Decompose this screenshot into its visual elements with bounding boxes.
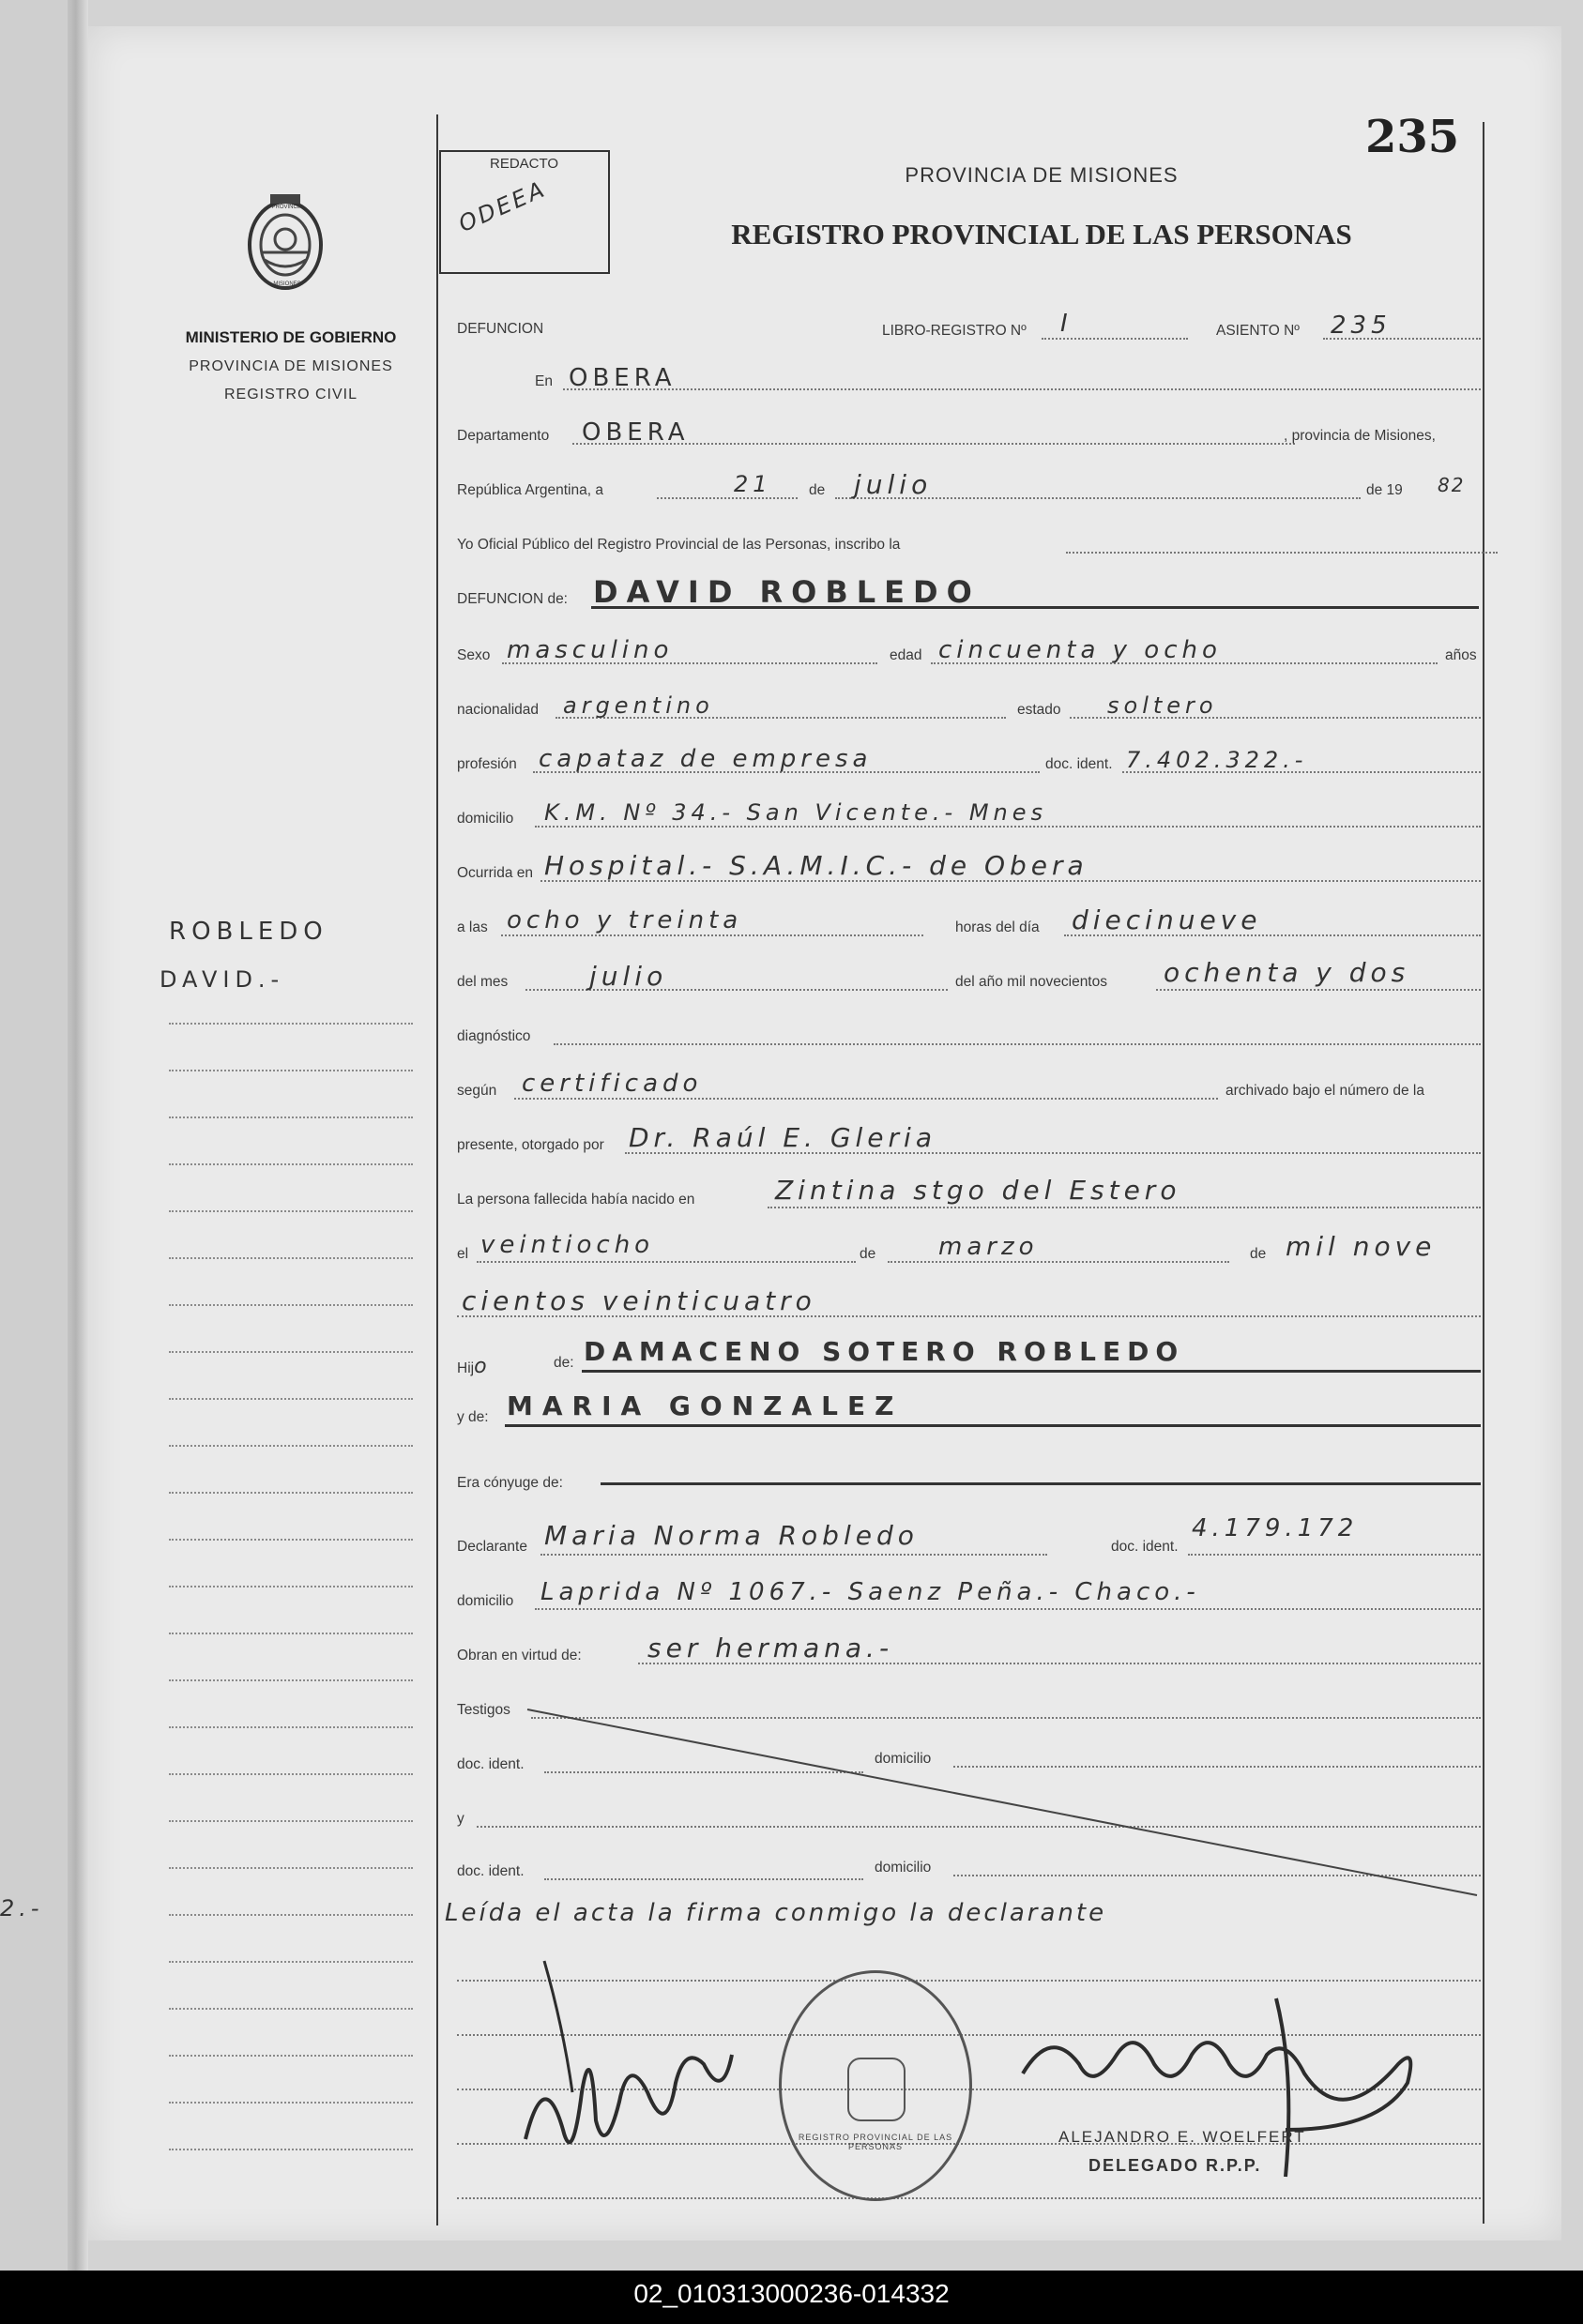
profesion-label: profesión xyxy=(457,756,517,772)
testigo2-domicilio-label: domicilio xyxy=(875,1860,932,1876)
seal-top-text: PROVINCIA xyxy=(271,205,303,210)
birth-de-label: de xyxy=(860,1246,876,1262)
sexo-label: Sexo xyxy=(457,647,491,663)
departamento-label: Departamento xyxy=(457,428,550,444)
provincia-suffix: , provincia de Misiones, xyxy=(1284,428,1436,444)
en-value: OBERA xyxy=(569,364,677,392)
presente-value: Dr. Raúl E. Gleria xyxy=(629,1122,936,1153)
deceased-name-underline xyxy=(591,606,1479,609)
testigo-domicilio-label: domicilio xyxy=(875,1751,932,1767)
hijo-label xyxy=(457,1355,487,1378)
book-binding xyxy=(68,0,88,2271)
testigo-doc-label: doc. ident. xyxy=(457,1756,525,1772)
birth-day-value: veintiocho xyxy=(480,1231,655,1259)
month-value: julio xyxy=(854,469,933,500)
form-left-rule xyxy=(436,114,438,2225)
stamp-inner-emblem xyxy=(847,2058,906,2121)
official-title: DELEGADO R.P.P. xyxy=(1088,2156,1262,2175)
de-label: de xyxy=(809,482,826,498)
oficial-text: Yo Oficial Público del Registro Provincial de las Personas, inscribo la xyxy=(457,537,901,553)
ministry-registry: REGISTRO CIVIL xyxy=(223,387,358,403)
official-name: ALEJANDRO E. WOELFERT xyxy=(1058,2128,1306,2146)
nacido-value: Zintina stgo del Estero xyxy=(775,1175,1181,1206)
defuncion-de-label: DEFUNCION de: xyxy=(457,591,568,607)
seal-bottom-text: MISIONES xyxy=(273,281,301,287)
sexo-value: masculino xyxy=(507,636,674,664)
asiento-label: ASIENTO Nº xyxy=(1216,323,1300,339)
declarante-doc-value: 4.179.172 xyxy=(1192,1514,1359,1542)
ocurrida-label: Ocurrida en xyxy=(457,865,533,881)
nacionalidad-value: argentino xyxy=(563,692,714,719)
a-las-value: ocho y treinta xyxy=(507,906,743,934)
segun-value: certificado xyxy=(522,1070,703,1098)
libro-label: LIBRO-REGISTRO Nº xyxy=(882,323,1027,339)
obran-value: ser hermana.- xyxy=(647,1633,894,1663)
official-stamp xyxy=(779,1970,972,2201)
mes-value: julio xyxy=(589,961,668,992)
birth-month-value: marzo xyxy=(938,1233,1039,1261)
form-right-rule xyxy=(1483,122,1484,2224)
estado-value: soltero xyxy=(1107,692,1218,719)
anio-value: ochenta y dos xyxy=(1164,957,1410,988)
birth-de2-label: de xyxy=(1250,1246,1267,1262)
hijo-suffix: o xyxy=(474,1355,487,1378)
y-de-label: y de: xyxy=(457,1409,489,1425)
hijo-label-text: Hij xyxy=(457,1360,475,1376)
year-value: 82 xyxy=(1438,474,1466,496)
a-las-label: a las xyxy=(457,919,488,935)
page-number: 235 xyxy=(1365,111,1460,163)
doc-ident-value: 7.402.322.- xyxy=(1126,747,1308,773)
anio-mil-label: del año mil novecientos xyxy=(955,974,1107,990)
archivado-label: archivado bajo el número de la xyxy=(1225,1083,1424,1099)
asiento-value: 235 xyxy=(1331,311,1392,340)
horas-label: horas del día xyxy=(955,919,1040,935)
obran-label: Obran en virtud de: xyxy=(457,1648,582,1663)
domicilio-label: domicilio xyxy=(457,811,514,827)
doc-ident-label: doc. ident. xyxy=(1045,756,1113,772)
mother-underline xyxy=(505,1424,1481,1427)
declarante-value: Maria Norma Robledo xyxy=(544,1520,919,1551)
redacto-label: REDACTO xyxy=(490,156,559,172)
diagnostico-label: diagnóstico xyxy=(457,1028,531,1044)
testigos-strikethrough xyxy=(525,1708,1483,1905)
edad-label: edad xyxy=(890,647,922,663)
province-heading: PROVINCIA DE MISIONES xyxy=(905,163,1179,187)
father-underline xyxy=(582,1370,1481,1373)
registry-title: REGISTRO PROVINCIAL DE LAS PERSONAS xyxy=(731,218,1352,251)
domicilio-value: K.M. Nº 34.- San Vicente.- Mnes xyxy=(544,799,1047,826)
left-edge-mark: 2.- xyxy=(0,1895,44,1921)
profesion-value: capataz de empresa xyxy=(539,745,873,773)
edad-value: cincuenta y ocho xyxy=(938,636,1222,664)
footer-id: 02_010313000236-014332 xyxy=(633,2279,950,2308)
en-label: En xyxy=(535,373,553,389)
redacto-box xyxy=(439,150,610,274)
conyuge-label: Era cónyuge de: xyxy=(457,1475,563,1491)
declarante-doc-label: doc. ident. xyxy=(1111,1539,1179,1555)
day-value: 21 xyxy=(734,471,772,497)
margin-note-name: DAVID.- xyxy=(160,966,285,993)
republica-label: República Argentina, a xyxy=(457,482,603,498)
mother-value: MARIA GONZALEZ xyxy=(507,1390,904,1421)
ministry-province: PROVINCIA DE MISIONES xyxy=(189,358,393,374)
dia-value: diecinueve xyxy=(1072,904,1262,935)
redacto-handwriting: ODEEA xyxy=(454,175,551,237)
ministry-title: MINISTERIO DE GOBIERNO xyxy=(185,328,397,346)
del-mes-label: del mes xyxy=(457,974,509,990)
testigo2-doc-label: doc. ident. xyxy=(457,1863,525,1879)
segun-label: según xyxy=(457,1083,497,1099)
declarant-signature xyxy=(507,1952,751,2177)
stamp-text: REGISTRO PROVINCIAL DE LAS PERSONAS xyxy=(798,2133,953,2151)
birth-year-value-2: cientos veinticuatro xyxy=(462,1285,816,1316)
testigos-label: Testigos xyxy=(457,1702,510,1718)
ministry-heading xyxy=(150,328,432,403)
el-label: el xyxy=(457,1246,469,1262)
anos-label: años xyxy=(1445,647,1477,663)
y-label: y xyxy=(457,1811,464,1827)
conyuge-line xyxy=(601,1482,1481,1485)
closing-statement: Leída el acta la firma conmigo la declarante xyxy=(445,1899,1107,1927)
nacionalidad-label: nacionalidad xyxy=(457,702,540,718)
declarante-domicilio-value: Laprida Nº 1067.- Saenz Peña.- Chaco.- xyxy=(540,1578,1200,1606)
margin-note-surname: ROBLEDO xyxy=(169,918,328,946)
de-year-label: de 19 xyxy=(1366,482,1403,498)
libro-value: I xyxy=(1060,310,1073,338)
presente-label: presente, otorgado por xyxy=(457,1137,604,1153)
declarante-label: Declarante xyxy=(457,1539,527,1555)
deceased-name: DAVID ROBLEDO xyxy=(593,574,981,610)
birth-year-value-1: mil nove xyxy=(1286,1231,1437,1262)
estado-label: estado xyxy=(1017,702,1061,718)
departamento-value: OBERA xyxy=(582,418,690,447)
nacido-label: La persona fallecida había nacido en xyxy=(457,1192,695,1208)
father-value: DAMACENO SOTERO ROBLEDO xyxy=(584,1336,1185,1367)
hijo-de-label: de: xyxy=(554,1355,574,1371)
act-type-label: DEFUNCION xyxy=(457,321,544,337)
declarante-domicilio-label: domicilio xyxy=(457,1593,514,1609)
ocurrida-value: Hospital.- S.A.M.I.C.- de Obera xyxy=(544,850,1088,881)
